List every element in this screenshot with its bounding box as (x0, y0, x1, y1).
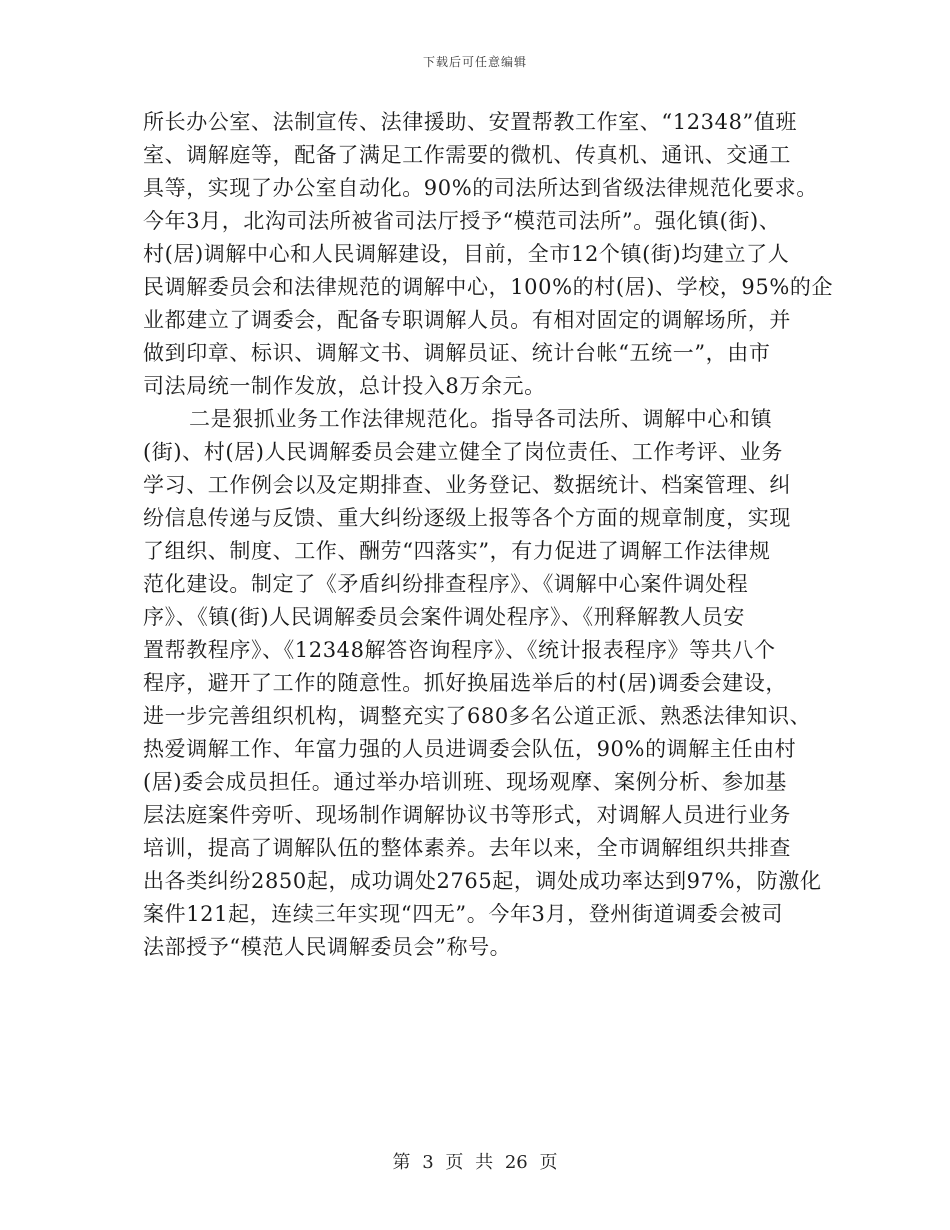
body-line: 民调解委员会和法律规范的调解中心，100%的村(居)、学校，95%的企 (143, 275, 834, 299)
body-line: 村(居)调解中心和人民调解建设，目前，全市12个镇(街)均建立了人 (143, 242, 790, 266)
body-line: (居)委会成员担任。通过举办培训班、现场观摩、案例分析、参加基 (143, 770, 787, 794)
body-line: 程序，避开了工作的随意性。抓好换届选举后的村(居)调委会建设， (143, 671, 787, 695)
body-line: 今年3月，北沟司法所被省司法厅授予“模范司法所”。强化镇(街)、 (143, 209, 781, 233)
body-line: 具等，实现了办公室自动化。90%的司法所达到省级法律规范化要求。 (143, 176, 818, 200)
body-line: 业都建立了调委会，配备专职调解人员。有相对固定的调解场所，并 (143, 308, 791, 332)
body-line: 做到印章、标识、调解文书、调解员证、统计台帐“五统一”，由市 (143, 341, 771, 365)
page-number-footer: 第 3 页 共 26 页 (392, 1152, 558, 1173)
body-line: 进一步完善组织机构，调整充实了680多名公道正派、熟悉法律知识、 (143, 704, 812, 728)
body-line: (街)、村(居)人民调解委员会建立健全了岗位责任、工作考评、业务 (143, 440, 783, 464)
paragraph-start-line: 二是狠抓业务工作法律规范化。指导各司法所、调解中心和镇 (189, 407, 773, 431)
body-line: 热爱调解工作、年富力强的人员进调委会队伍，90%的调解主任由村 (143, 737, 797, 761)
body-line: 序》、《镇(街)人民调解委员会案件调处程序》、《刑释解教人员安 (143, 605, 745, 629)
body-line: 层法庭案件旁听、现场制作调解协议书等形式，对调解人员进行业务 (143, 803, 791, 827)
page-header-note: 下载后可任意编辑 (422, 55, 527, 69)
body-line: 培训，提高了调解队伍的整体素养。去年以来，全市调解组织共排查 (143, 836, 791, 860)
body-line: 学习、工作例会以及定期排查、业务登记、数据统计、档案管理、纠 (143, 473, 791, 497)
body-line: 置帮教程序》、《12348解答咨询程序》、《统计报表程序》等共八个 (143, 638, 776, 662)
body-line: 室、调解庭等，配备了满足工作需要的微机、传真机、通讯、交通工 (143, 143, 791, 167)
body-line: 法部授予“模范人民调解委员会”称号。 (143, 935, 512, 959)
body-line: 范化建设。制定了《矛盾纠纷排查程序》、《调解中心案件调处程 (143, 572, 749, 596)
body-line: 所长办公室、法制宣传、法律援助、安置帮教工作室、“12348”值班 (143, 110, 798, 134)
body-line: 了组织、制度、工作、酬劳“四落实”，有力促进了调解工作法律规 (143, 539, 771, 563)
body-line: 出各类纠纷2850起，成功调处2765起，调处成功率达到97%，防激化 (143, 869, 822, 893)
body-line: 司法局统一制作发放，总计投入8万余元。 (143, 374, 546, 398)
document-body (143, 106, 834, 964)
body-line: 案件121起，连续三年实现“四无”。今年3月，登州街道调委会被司 (143, 902, 784, 926)
body-line: 纷信息传递与反馈、重大纠纷逐级上报等各个方面的规章制度，实现 (143, 506, 791, 530)
